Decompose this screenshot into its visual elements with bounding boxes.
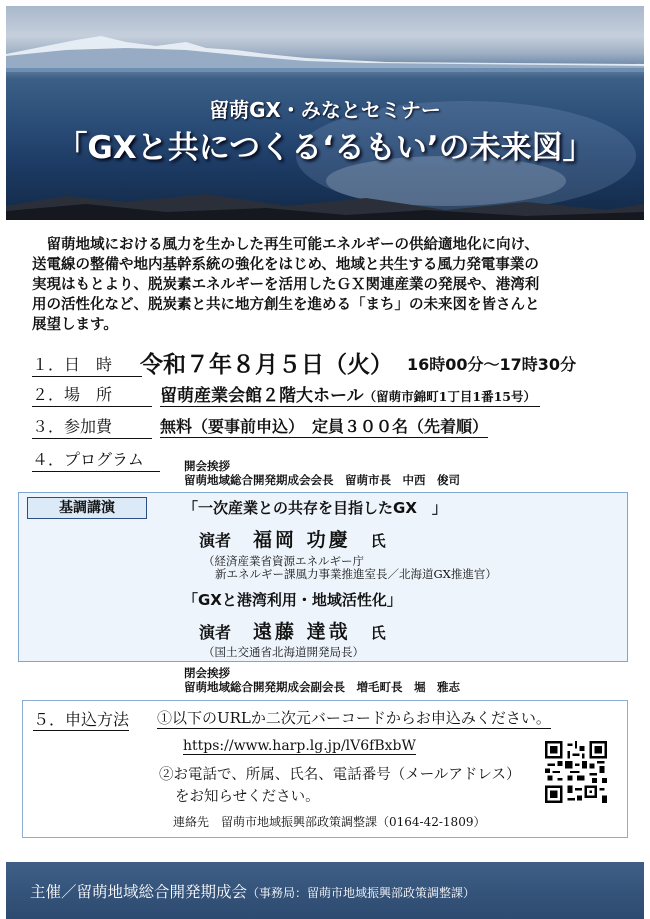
intro-line: 送電線の整備や地内基幹系統の強化をはじめ、地域と共生する風力発電事業の [32,256,539,273]
contact-info: 連絡先 留萌市地域振興部政策調整課（0164-42-1809） [173,815,486,829]
date-value: 令和７年８月５日（火） [140,352,393,378]
seminar-title: 「GXと共につくる‘るもい’の未来図」 [56,130,594,166]
apply-instruction-online: ①以下のURLか二次元バーコードからお申込みください。 [157,709,551,727]
organizer-text [30,880,475,902]
intro-paragraph [32,235,622,335]
application-section [22,700,628,838]
talk2-affiliation: （国土交通省北海道開発局長） [203,645,364,659]
apply-instruction-phone: ②お電話で、所属、氏名、電話番号（メールアドレス） [159,767,521,783]
date-row [32,352,577,378]
venue-name: 留萌産業会館２階大ホール [160,386,364,406]
venue-value [160,381,540,407]
venue-row [32,382,536,407]
fee-label: ３．参加費 [32,414,152,439]
opening-title: 開会挨拶 [184,459,230,473]
intro-line: 展望します。 [32,316,118,333]
program-label: ４．プログラム [32,447,160,472]
intro-line: 留萌地域における風力を生かした再生可能エネルギーの供給適地化に向け、 [32,236,539,253]
venue-address: （留萌市錦町1丁目1番15号） [363,389,536,404]
talk1-affiliation-1: （経済産業省資源エネルギー庁 [203,554,364,568]
talk2-speaker [199,617,386,644]
talk1-name: 福岡 功慶 [253,529,351,551]
seminar-subtitle: 留萌GX・みなとセミナー [209,98,441,122]
talk1-honorific: 氏 [370,532,386,550]
organizer-name: 主催／留萌地域総合開発期成会 [30,883,248,901]
talk1-title: 「一次産業との共存を目指したGX 」 [183,499,447,517]
talk2-title: 「GXと港湾利用・地域活性化」 [183,591,402,609]
apply-label: ５．申込方法 [33,707,129,731]
intro-line: 実現はもとより、脱炭素エネルギーを活用したＧＸ関連産業の発展や、港湾利 [32,276,540,293]
keynote-tag: 基調講演 [27,497,147,519]
talk1-role: 演者 [199,531,232,550]
keynote-section [18,492,628,662]
date-label: １．日 時 [32,352,142,377]
fee-value: 無料（要事前申込） 定員３００名（先着順） [160,414,488,438]
program-row [32,447,160,472]
talk2-name: 遠藤 達哉 [253,621,351,643]
organizer-office: （事務局：留萌市地域振興部政策調整課） [247,886,476,900]
talk2-role: 演者 [199,623,232,642]
apply-url-link[interactable]: https://www.harp.lg.jp/lV6fBxbW [183,738,416,754]
talk1-speaker [199,525,386,552]
talk1-affiliation-2: 新エネルギー課風力事業推進室長／北海道GX推進官） [215,567,497,581]
apply-instruction-phone-cont: をお知らせください。 [175,789,320,805]
time-value: 16時00分～17時30分 [407,355,577,374]
talk2-honorific: 氏 [370,624,386,642]
fee-row [32,414,489,439]
intro-line: 用の活性化など、脱炭素と共に地方創生を進める「まち」の未来図を皆さんと [32,296,540,313]
venue-label: ２．場 所 [32,382,152,407]
organizer-footer [6,862,644,919]
qr-code-icon[interactable] [545,741,607,803]
hero-banner [6,6,644,220]
opening-speaker: 留萌地域総合開発期成会会長 留萌市長 中西 俊司 [184,473,460,487]
closing-speaker: 留萌地域総合開発期成会副会長 増毛町長 堀 雅志 [184,680,460,694]
closing-title: 閉会挨拶 [184,666,230,680]
